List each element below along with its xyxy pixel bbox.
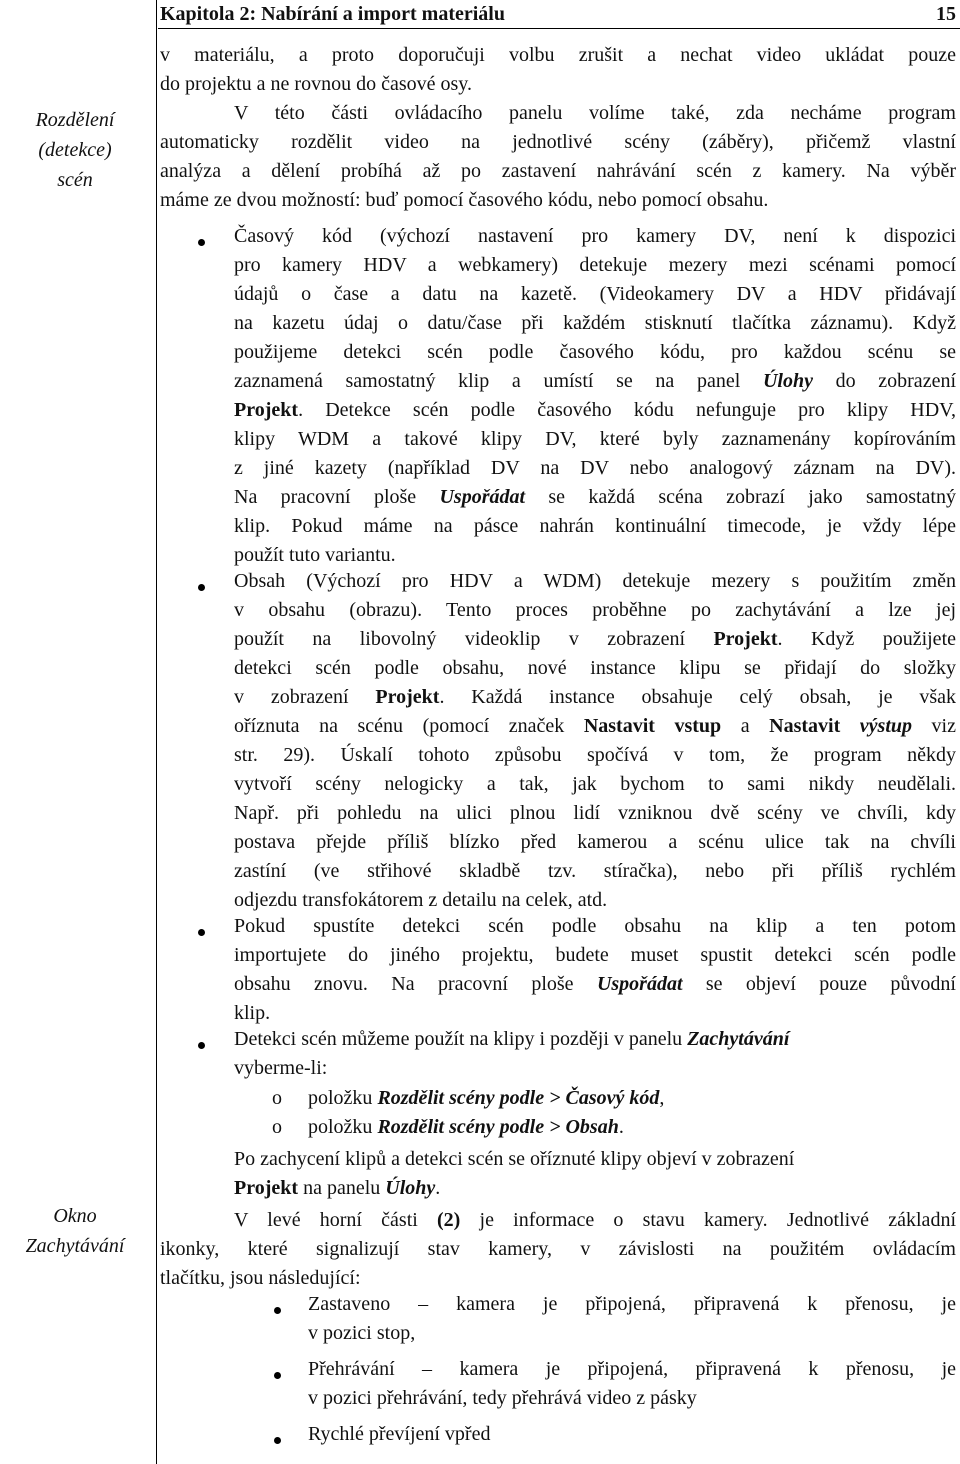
text-line: klip.: [234, 1002, 271, 1024]
text-line: Časový kód (výchozí nastavení pro kamery DV, není k dispozici: [234, 225, 956, 247]
text-line: v pozici stop,: [308, 1322, 416, 1344]
text-line: Obsah (Výchozí pro HDV a WDM) detekuje mezery s použitím změn: [234, 570, 956, 592]
text-line: Projekt. Detekce scén podle časového kódu nefunguje pro klipy HDV,: [234, 399, 956, 421]
text-line: v obsahu (obrazu). Tento proces proběhne po zachytávání a lze jej: [234, 599, 956, 621]
text-line: v zobrazení Projekt. Každá instance obsahuje celý obsah, je však: [234, 686, 956, 708]
text-line: obsahu znovu. Na pracovní ploše Uspořádat se objeví pouze původní: [234, 973, 956, 995]
text-line: Po zachycení klipů a detekci scén se oříznuté klipy objeví v zobrazení: [234, 1148, 795, 1170]
margin-note-capture-window: [0, 1201, 150, 1261]
text-line: ikonky, které signalizují stav kamery, v závislosti na použitém ovládacím: [160, 1238, 956, 1260]
margin-note-scene-detection: [0, 105, 150, 195]
text-line: položku Rozdělit scény podle > Obsah.: [308, 1116, 624, 1138]
text-line: položku Rozdělit scény podle > Časový kód,: [308, 1087, 665, 1109]
text-line: máme ze dvou možností: buď pomocí časového kódu, nebo pomocí obsahu.: [160, 189, 769, 211]
margin-note-line: Zachytávání: [25, 1235, 125, 1257]
text-line: Zastaveno – kamera je připojená, připravená k přenosu, je: [308, 1293, 956, 1315]
text-line: klipy WDM a takové klipy DV, které byly zaznamenány kopírováním: [234, 428, 956, 450]
text-line: použít na libovolný videoklip v zobrazení Projekt. Když použijete: [234, 628, 956, 650]
text-line: údajů o čase a datu na kazetě. (Videokamery DV a HDV přidávají: [234, 283, 956, 305]
text-line: použít tuto variantu.: [234, 544, 396, 566]
text-line: v pozici přehrávání, tedy přehrává video z pásky: [308, 1387, 697, 1409]
text-line: importujete do jiného projektu, budete muset spustit detekci scén podle: [234, 944, 956, 966]
text-line: pro kamery HDV a webkamery) detekuje mezery mezi scénami pomocí: [234, 254, 956, 276]
text-line: z jiné kazety (například DV na DV nebo analogový záznam na DV).: [234, 457, 956, 479]
text-line: Detekci scén můžeme použít na klipy i později v panelu Zachytávání: [234, 1028, 790, 1050]
text-line: Rychlé převíjení vpřed: [308, 1423, 491, 1445]
text-line: Projekt na panelu Úlohy.: [234, 1177, 441, 1199]
margin-note-line: Rozdělení: [35, 109, 115, 131]
text-line: Pokud spustíte detekci scén podle obsahu na klip a ten potom: [234, 915, 956, 937]
text-line: vytvoří scény nelogicky a tak, jak bychom to sami nikdy neudělali.: [234, 773, 956, 795]
text-line: Přehrávání – kamera je připojená, připravená k přenosu, je: [308, 1358, 956, 1380]
margin-note-line: (detekce): [38, 139, 112, 161]
text-line: použijeme detekci scén podle časového kódu, pro každou scénu se: [234, 341, 956, 363]
margin-note-line: Okno: [53, 1205, 97, 1227]
text-line: odjezdu transfokátorem z detailu na celek, atd.: [234, 889, 608, 911]
text-line: detekci scén podle obsahu, nové instance klipu se přidají do složky: [234, 657, 956, 679]
text-line: analýza a dělení probíhá až po zastavení nahrávání scén z kamery. Na výběr: [160, 160, 956, 182]
page-number: 15: [936, 3, 956, 25]
text-line: vyberme-li:: [234, 1057, 328, 1079]
text-line: Např. při pohledu na ulici plnou lidí vzniknou dvě scény ve chvíli, kdy: [234, 802, 956, 824]
text-line: Na pracovní ploše Uspořádat se každá scéna zobrazí jako samostatný: [234, 486, 956, 508]
text-line: v materiálu, a proto doporučuji volbu zrušit a nechat video ukládat pouze: [160, 44, 956, 66]
bullet-dot: [198, 1042, 205, 1049]
margin-note-line: scén: [57, 169, 93, 191]
sub-bullet: o: [272, 1116, 282, 1138]
text-line: oříznuta na scénu (pomocí značek Nastavit vstup a Nastavit výstup viz: [234, 715, 956, 737]
text-line: na kazetu údaj o datu/čase při každém stisknutí tlačítka záznamu). Když: [234, 312, 956, 334]
text-line: postava přejde příliš blízko před kamerou a scénu ulice tak na chvíli: [234, 831, 956, 853]
bullet-dot: [274, 1307, 281, 1314]
text-line: V levé horní části (2) je informace o stavu kamery. Jednotlivé základní: [234, 1209, 956, 1231]
bullet-dot: [274, 1372, 281, 1379]
text-line: automaticky rozdělit video na jednotlivé scény (záběry), přičemž vlastní: [160, 131, 956, 153]
text-line: V této části ovládacího panelu volíme také, zda necháme program: [234, 102, 956, 124]
bullet-dot: [198, 584, 205, 591]
chapter-title: Kapitola 2: Nabírání a import materiálu: [160, 3, 505, 25]
page-header: [158, 0, 960, 29]
text-line: zastíní (ve střihové skladbě tzv. stíračka), nebo při příliš rychlém: [234, 860, 956, 882]
text-line: do projektu a ne rovnou do časové osy.: [160, 73, 472, 95]
text-line: zaznamená samostatný klip a umístí se na panel Úlohy do zobrazení: [234, 370, 956, 392]
bullet-dot: [198, 929, 205, 936]
bullet-dot: [198, 239, 205, 246]
text-line: klip. Pokud máme na pásce nahrán kontinuální timecode, je vždy lépe: [234, 515, 956, 537]
sub-bullet: o: [272, 1087, 282, 1109]
text-line: tlačítku, jsou následující:: [160, 1267, 361, 1289]
bullet-dot: [274, 1437, 281, 1444]
text-line: str. 29). Úskalí tohoto způsobu spočívá v tom, že program někdy: [234, 744, 956, 766]
margin-rule: [156, 0, 157, 1464]
